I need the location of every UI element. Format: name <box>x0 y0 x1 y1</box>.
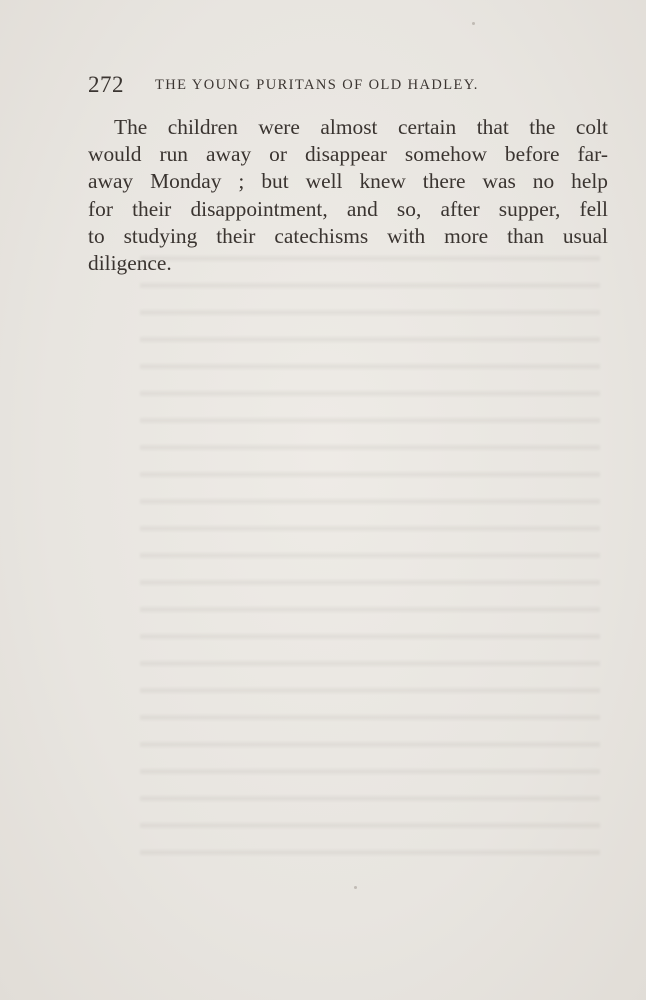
running-title: THE YOUNG PURITANS OF OLD HADLEY. <box>155 77 479 93</box>
paper-speck <box>354 886 357 889</box>
reverse-page-show-through <box>140 240 600 860</box>
running-head <box>88 72 528 102</box>
text-line: for their disappointment, and so, after supper, fell <box>88 196 608 221</box>
text-line: away Monday ; but well knew there was no help <box>88 169 608 194</box>
paper-speck <box>472 22 475 25</box>
page-number: 272 <box>88 72 124 97</box>
body-paragraph <box>88 114 608 277</box>
text-line: to studying their catechisms with more than usual <box>88 223 608 248</box>
text-line: would run away or disappear somehow before far- <box>88 142 608 167</box>
text-line: The children were almost certain that the colt <box>114 115 608 139</box>
text-line: diligence. <box>88 251 172 276</box>
